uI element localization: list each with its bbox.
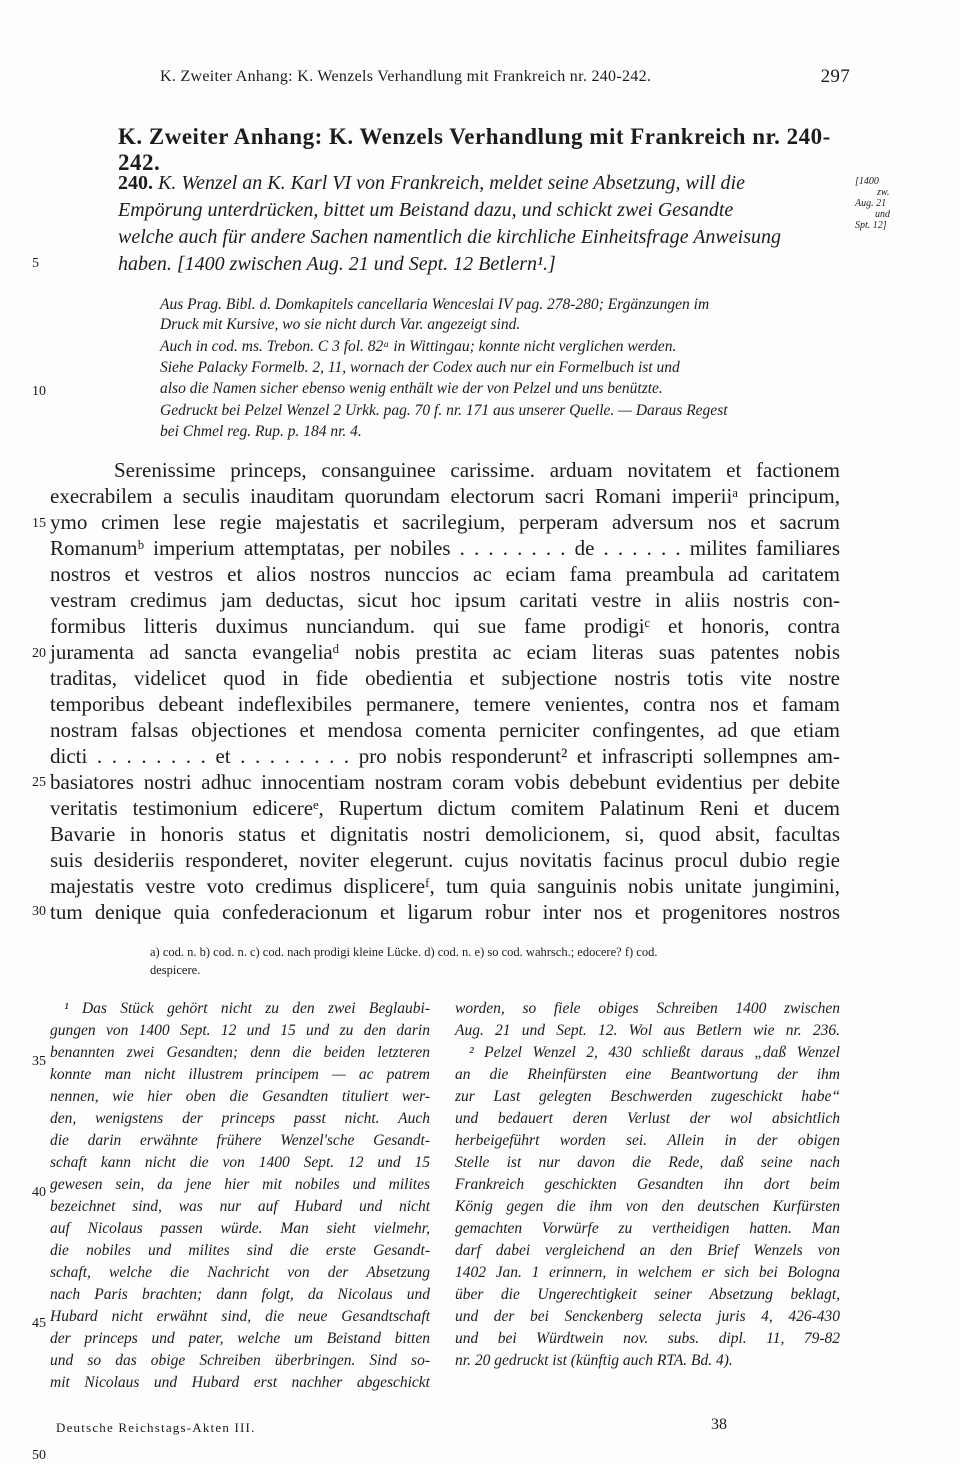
variant-line: despicere. (150, 963, 201, 977)
main-text-line: temporibus debeant indeflexibiles permanere, temere venientes, contra nos et famam (50, 692, 840, 716)
footnote-left-line: ¹ Das Stück gehört nicht zu den zwei Beglaubi- (64, 1000, 430, 1017)
main-text-line: nostros et vestros et alios nostros nunccios ac eciam fama preambula ad caritatem (50, 562, 840, 586)
running-header-text: K. Zweiter Anhang: K. Wenzels Verhandlung mit Frankreich nr. 240-242. (160, 68, 652, 85)
source-note-line: Auch in cod. ms. Trebon. C 3 fol. 82ᵃ in Wittingau; konnte nicht verglichen werden. (160, 338, 677, 355)
page-footer (56, 1416, 727, 1436)
footnote-left-line: gewesen sein, da jene hier mit nobiles und milites (50, 1176, 430, 1193)
footnote-right-line: Stelle ist nur davon die Rede, daß seine nach (455, 1154, 840, 1171)
line-number: 35 (32, 1054, 46, 1069)
footnote-right-line: König gegen die ihm von den deutschen Kurfürsten (455, 1198, 840, 1215)
footnote-left-line: nennen, wie hier oben die Gesandten tituliert wer- (50, 1088, 430, 1105)
margin-date-part: Spt. 12] (855, 220, 887, 231)
page-number: 297 (820, 66, 850, 87)
main-text-line: dicti . . . . . . . . et . . . . . . . . pro nobis responderunt² et infrascripti sollempnes am- (50, 744, 840, 768)
footnote-left-line: schaft kann nicht die von 1400 Sept. 12 und 15 (50, 1154, 430, 1171)
footnote-right-line: nr. 20 gedruckt ist (künftig auch RTA. Bd. 4). (455, 1352, 733, 1369)
footnote-left-line: Hubard nicht erwähnt sind, die neue Gesandtschaft (50, 1308, 430, 1325)
footnote-right-line: und der bei Senckenberg selecta juris 4, 426-430 (455, 1308, 840, 1325)
footnote-left-line: nach Paris brachten; dann folgt, da Nicolaus und (50, 1286, 430, 1303)
footnote-right-line: gemachten Vorwürfe zu vertheidigen hatten. Man (455, 1220, 840, 1237)
margin-date-part: zw. (877, 187, 890, 198)
footnote-left-line: der princeps und pater, welche um Beistand bitten (50, 1330, 430, 1347)
footnote-right-line: und bei Würdtwein nov. subs. dipl. 11, 79-82 (455, 1330, 840, 1347)
section-title: K. Zweiter Anhang: K. Wenzels Verhandlung mit Frankreich nr. 240-242. (118, 124, 831, 175)
footnote-left-line: den, wenigstens der princeps passt nicht. Auch (50, 1110, 430, 1127)
variant-line: a) cod. n. b) cod. n. c) cod. nach prodigi kleine Lücke. d) cod. n. e) so cod. wahrsch.; edocere? f) cod. (150, 945, 658, 959)
footnote-left-line: auf Nicolaus passen würde. Man sieht vielmehr, (50, 1220, 430, 1237)
source-note-line: Gedruckt bei Pelzel Wenzel 2 Urkk. pag. 70 f. nr. 171 aus unserer Quelle. — Daraus Regest (160, 402, 728, 419)
main-text-line: Romanumᵇ imperium attemptatas, per nobiles . . . . . . . . de . . . . . . milites familiares (50, 536, 840, 560)
footnote-left-line: schaft, welche die Nachricht von der Absetzung (50, 1264, 430, 1281)
line-number: 45 (32, 1316, 46, 1331)
source-note-line: bei Chmel reg. Rup. p. 184 nr. 4. (160, 423, 362, 440)
footnote-right-line: und bedauert deren Verlust der wol absichtlich (455, 1110, 840, 1127)
main-text-line: execrabilem a seculis inauditam quorundam electorum sacri Romani imperiiᵃ principum, (50, 484, 840, 508)
main-text-line: tum denique quia confederacionum et ligarum robur inter nos et progenitores nostros (50, 900, 840, 924)
footnote-right-line: über die Ungerechtigkeit seiner Absetzung beklagt, (455, 1286, 840, 1303)
main-text-line: basiatores nostri adhuc innocentiam nostram coram vobis debebunt evidentius per debite (50, 770, 840, 794)
footnote-right-line: herbeigeführt worden sei. Allein in der obigen (455, 1132, 840, 1149)
footnote-right-line: darf dabei vergleichend an den Brief Wenzels von (455, 1242, 840, 1259)
footnote-right-line: an die Rheinfürsten eine Beantwortung der ihm (455, 1066, 840, 1083)
line-number: 30 (32, 904, 46, 919)
margin-date (855, 176, 915, 231)
footnote-right-line: 1402 Jan. 1 erinnern, in welchem er sich bei Bologna (455, 1264, 840, 1281)
source-note-line: Druck mit Kursive, wo sie nicht durch Var. angezeigt sind. (160, 316, 521, 333)
footnote-left-line: konnte man nicht illustrem principem — ac patrem (50, 1066, 430, 1083)
footnote-left-line: benannten zwei Gesandten; denn die beiden letzteren (50, 1044, 430, 1061)
footnote-right-line: Frankreich geschickten Gesandten ihn dort beim (455, 1176, 840, 1193)
line-number: 5 (32, 256, 39, 271)
line-number: 40 (32, 1185, 46, 1200)
main-text-line: Serenissime princeps, consanguinee carissime. arduam novitatem et factionem (114, 458, 840, 482)
main-text-line: nostram falsas objectiones et mendosa comenta perniciter confingentes, ad que etiam (50, 718, 840, 742)
signature-mark: 38 (711, 1416, 727, 1433)
document-number: 240. (118, 172, 153, 194)
source-note-line: also die Namen sicher ebenso wenig enthält wie der von Pelzel und uns benützte. (160, 380, 663, 397)
main-text-line: ymo crimen lese regie majestatis et sacrilegium, perperam adversum nos et sacrum (50, 510, 840, 534)
line-number: 10 (32, 384, 46, 399)
regest-line: Empörung unterdrücken, bittet um Beistand dazu, und schickt zwei Gesandte (118, 199, 734, 221)
regest-line: welche auch für andere Sachen namentlich die kirchliche Einheitsfrage Anweisung (118, 226, 781, 248)
footnote-right-line: zur Last gelegten Beschwerden zugeschickt habe“ (455, 1088, 840, 1105)
footnote-right-line: worden, so fiele obiges Schreiben 1400 zwischen (455, 1000, 840, 1017)
regest-line (118, 172, 745, 195)
main-text-line: veritatis testimonium edicereᵉ, Rupertum dictum comitem Palatinum Reni et ducem (50, 796, 840, 820)
margin-date-part: [1400 (855, 176, 879, 187)
source-note-line: Siehe Palacky Formelb. 2, 11, wornach der Codex auch nur ein Formelbuch ist und (160, 359, 680, 376)
footnote-left-line: die nobiles und milites sind die erste Gesandt- (50, 1242, 430, 1259)
footnote-right-line: ² Pelzel Wenzel 2, 430 schließt daraus „daß Wenzel (469, 1044, 840, 1061)
main-text-line: Bavarie in honoris status et dignitatis nostri demolicionem, si, quod absit, facultas (50, 822, 840, 846)
main-text-line: majestatis vestre voto credimus displicereᶠ, tum quia sanguinis nobis unitate jungimini, (50, 874, 840, 898)
main-text-line: formibus litteris duximus nunciandum. qui sue fame prodigiᶜ et honoris, contra (50, 614, 840, 638)
source-note-line: Aus Prag. Bibl. d. Domkapitels cancellaria Wenceslai IV pag. 278-280; Ergänzungen im (160, 296, 710, 313)
footnote-left-line: und so das obige Schreiben überbringen. Sind so- (50, 1352, 430, 1369)
main-text-line: suis desideriis responderet, noviter elegerunt. cujus novitatis facinus procul dubio regie (50, 848, 840, 872)
line-number: 25 (32, 775, 46, 790)
footnote-left-line: bezeichnet sind, was nur auf Hubard und nicht (50, 1198, 430, 1215)
line-number: 15 (32, 516, 46, 531)
footnote-left-line: gungen von 1400 Sept. 12 und 15 und zu den darin (50, 1022, 430, 1039)
footnote-left-line: die darin erwähnte frühere Wenzel'sche Gesandt- (50, 1132, 430, 1149)
running-header (160, 68, 850, 86)
line-number: 50 (32, 1448, 46, 1463)
series-title: Deutsche Reichstags-Akten III. (56, 1420, 256, 1435)
margin-date-part: und (875, 209, 890, 220)
margin-date-part: Aug. 21 (855, 198, 887, 209)
line-number: 20 (32, 646, 46, 661)
footnote-right-line: Aug. 21 und Sept. 12. Wol aus Betlern wie nr. 236. (455, 1022, 840, 1039)
footnote-left-line: mit Nicolaus und Hubard erst nachher abgeschickt (50, 1374, 430, 1391)
regest-line: haben. [1400 zwischen Aug. 21 und Sept. 12 Betlern¹.] (118, 253, 556, 275)
main-text-line: traditas, videlicet quod in fide obedientia et subjectione nostris totis vite nostre (50, 666, 840, 690)
main-text-line: juramenta ad sancta evangeliaᵈ nobis prestita ac eciam literas suas patentes nobis (50, 640, 840, 664)
main-text-line: vestram credimus jam deductas, sicut hoc ipsum caritati vestre in aliis nostris con- (50, 588, 840, 612)
regest-line-text: K. Wenzel an K. Karl VI von Frankreich, meldet seine Absetzung, will die (158, 172, 745, 194)
